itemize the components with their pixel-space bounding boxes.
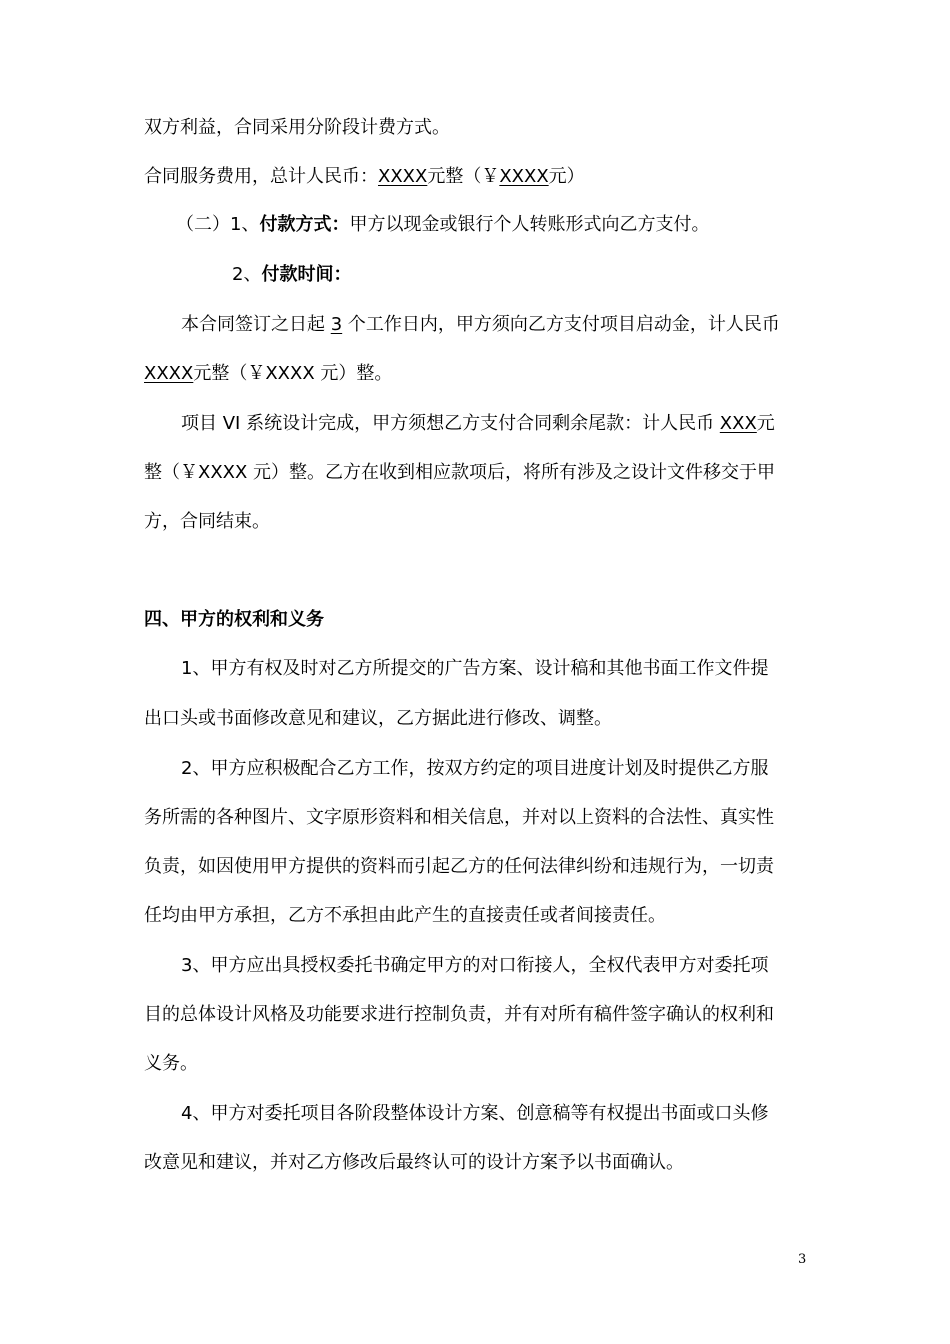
text-segment: 元整（￥XXXX 元）整。 bbox=[193, 363, 393, 384]
text-segment: 个工作日内，甲方须向乙方支付项目启动金，计人民币 bbox=[342, 314, 780, 335]
text-segment: 元整（￥ bbox=[427, 166, 500, 187]
text-segment: 2、 bbox=[232, 264, 262, 285]
text-segment: 本合同签订之日起 bbox=[181, 314, 331, 335]
text-line bbox=[144, 362, 392, 386]
days-blank: 3 bbox=[330, 314, 343, 335]
bold-label: 付款方式： bbox=[259, 214, 350, 235]
amount-blank: XXXX bbox=[499, 166, 549, 187]
paragraph-line: 务所需的各种图片、文字原形资料和相关信息，并对以上资料的合法性、真实性 bbox=[144, 807, 774, 828]
text-segment: 甲方以现金或银行个人转账形式向乙方支付。 bbox=[349, 214, 710, 235]
text-line: 整（￥XXXX 元）整。乙方在收到相应款项后，将所有涉及之设计文件移交于甲 bbox=[144, 462, 776, 483]
paragraph-line: 负责，如因使用甲方提供的资料而引起乙方的任何法律纠纷和违规行为，一切责 bbox=[144, 856, 774, 877]
payment-method-line bbox=[176, 213, 709, 237]
amount-blank: XXX bbox=[719, 413, 757, 434]
paragraph-line: 义务。 bbox=[144, 1053, 198, 1074]
bold-label: 付款时间： bbox=[261, 264, 352, 285]
paragraph-line: 改意见和建议，并对乙方修改后最终认可的设计方案予以书面确认。 bbox=[144, 1152, 684, 1173]
paragraph-line: 任均由甲方承担，乙方不承担由此产生的直接责任或者间接责任。 bbox=[144, 905, 666, 926]
section-heading: 四、甲方的权利和义务 bbox=[144, 609, 324, 630]
text-segment: 合同服务费用，总计人民币： bbox=[144, 166, 378, 187]
page-number: 3 bbox=[798, 1252, 807, 1267]
text-segment: 项目 VI 系统设计完成，甲方须想乙方支付合同剩余尾款：计人民币 bbox=[181, 413, 720, 434]
text-line bbox=[181, 313, 780, 337]
text-line bbox=[181, 412, 775, 436]
service-fee-line bbox=[144, 165, 585, 189]
paragraph-line: 4、甲方对委托项目各阶段整体设计方案、创意稿等有权提出书面或口头修 bbox=[181, 1103, 769, 1124]
paragraph-line: 1、甲方有权及时对乙方所提交的广告方案、设计稿和其他书面工作文件提 bbox=[181, 658, 769, 679]
paragraph-line: 3、甲方应出具授权委托书确定甲方的对口衔接人，全权代表甲方对委托项 bbox=[181, 955, 769, 976]
paragraph-line: 2、甲方应积极配合乙方工作，按双方约定的项目进度计划及时提供乙方服 bbox=[181, 758, 769, 779]
payment-time-line bbox=[232, 263, 351, 287]
amount-blank: XXXX bbox=[144, 363, 194, 384]
text-segment: 元） bbox=[548, 166, 585, 187]
amount-blank: XXXX bbox=[378, 166, 428, 187]
paragraph-line: 出口头或书面修改意见和建议，乙方据此进行修改、调整。 bbox=[144, 708, 612, 729]
text-segment: （二）1、 bbox=[176, 214, 260, 235]
text-line: 双方利益，合同采用分阶段计费方式。 bbox=[144, 117, 450, 138]
text-segment: 元 bbox=[756, 413, 775, 434]
text-line: 方，合同结束。 bbox=[144, 511, 270, 532]
paragraph-line: 目的总体设计风格及功能要求进行控制负责，并有对所有稿件签字确认的权利和 bbox=[144, 1004, 774, 1025]
